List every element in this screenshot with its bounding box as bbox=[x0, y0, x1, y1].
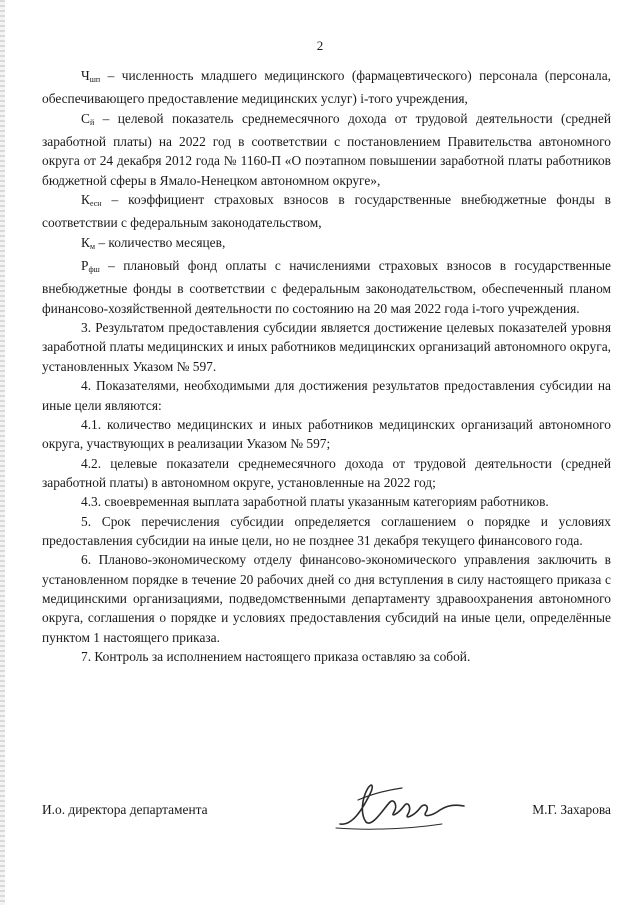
paragraph-definition-kesn bbox=[42, 190, 611, 233]
paragraph-item-4-3: 4.3. своевременная выплата заработной платы указанным категориям работников. bbox=[81, 494, 549, 510]
formula-symbol: Ч bbox=[81, 68, 90, 83]
paragraph-item-6: 6. Планово-экономическому отделу финансово-экономического управления заключить в установленном порядке в течение 20 рабочих дней со дня вступления в силу настоящего приказа с медицинскими организациями, подведомственными департаменту здравоохранения автономного округа, соглашения о порядке и условиях предоставления субсидий на иные цели, определённые пунктом 1 настоящего приказа. bbox=[42, 552, 611, 645]
signatory-name: М.Г. Захарова bbox=[532, 802, 611, 817]
signature-block bbox=[42, 780, 611, 840]
paragraph-text: – целевой показатель среднемесячного дохода от трудовой деятельности (средней заработной платы) на 2022 год в соответствии с постановлением Правительства автономного округа от 24 декабря 2012 года № 1160-П «О поэтапном повышении заработной платы работников бюджетной сферы в Ямало-Ненецком автономном округе», bbox=[42, 110, 611, 188]
formula-symbol: С bbox=[81, 110, 90, 126]
paragraph-text: – численность младшего медицинского (фармацевтического) персонала (персонала, обеспечивающего предоставление медицинских услуг) i-того учреждения, bbox=[42, 68, 611, 107]
paragraph-item-4-2: 4.2. целевые показатели среднемесячного дохода от трудовой деятельности (средней заработной платы) в автономном округе, установленные на 2022 год; bbox=[42, 455, 611, 490]
formula-subscript: есн bbox=[89, 199, 102, 209]
handwritten-signature bbox=[332, 780, 472, 836]
paragraph-item-3: 3. Результатом предоставления субсидии является достижение целевых показателей уровня заработной платы медицинских и иных работников медицинских организаций автономного округа, установленных Указом № 597. bbox=[42, 320, 611, 374]
formula-subscript: шп bbox=[89, 75, 101, 84]
signatory-title: И.о. директора департамента bbox=[42, 802, 208, 817]
paragraph-item-4-1: 4.1. количество медицинских и иных работников медицинских организаций автономного округа, участвующих в реализации Указом № 597; bbox=[42, 416, 611, 452]
formula-symbol: К bbox=[81, 234, 90, 250]
page-number: 2 bbox=[316, 38, 324, 53]
formula-subscript: фш bbox=[88, 265, 100, 275]
paragraph-item-5: 5. Срок перечисления субсидии определяется соглашением о порядке и условиях предоставления субсидии на иные цели, но не позднее 31 декабря текущего финансового года. bbox=[42, 513, 611, 548]
formula-symbol: Р bbox=[81, 258, 89, 274]
document-body bbox=[42, 66, 611, 666]
paragraph-text: – коэффициент страховых взносов в государственные внебюджетные фонды в соответствии с федеральным законодательством, bbox=[42, 192, 611, 231]
formula-subscript: й bbox=[89, 117, 95, 127]
paragraph-definition-rfsh bbox=[42, 256, 611, 318]
paragraph-definition-km bbox=[42, 233, 611, 256]
scan-edge bbox=[0, 0, 5, 905]
paragraph-text: – плановый фонд оплаты с начислениями страховых взносов в государственные внебюджетные фонды в соответствии с федеральным законодательством, обеспеченный планом финансово-хозяйственной деятельности по состоянию на 20 мая 2022 года i-того учреждения. bbox=[42, 258, 611, 316]
paragraph-item-4: 4. Показателями, необходимыми для достижения результатов предоставления субсидии на иные цели являются: bbox=[42, 378, 611, 413]
paragraph-definition-chsh bbox=[42, 66, 611, 109]
paragraph-definition-s bbox=[42, 109, 611, 190]
paragraph-text: – количество месяцев, bbox=[95, 234, 226, 250]
paragraph-item-7: 7. Контроль за исполнением настоящего приказа оставляю за собой. bbox=[81, 648, 471, 664]
formula-symbol: К bbox=[81, 192, 90, 208]
formula-subscript: м bbox=[89, 241, 95, 251]
